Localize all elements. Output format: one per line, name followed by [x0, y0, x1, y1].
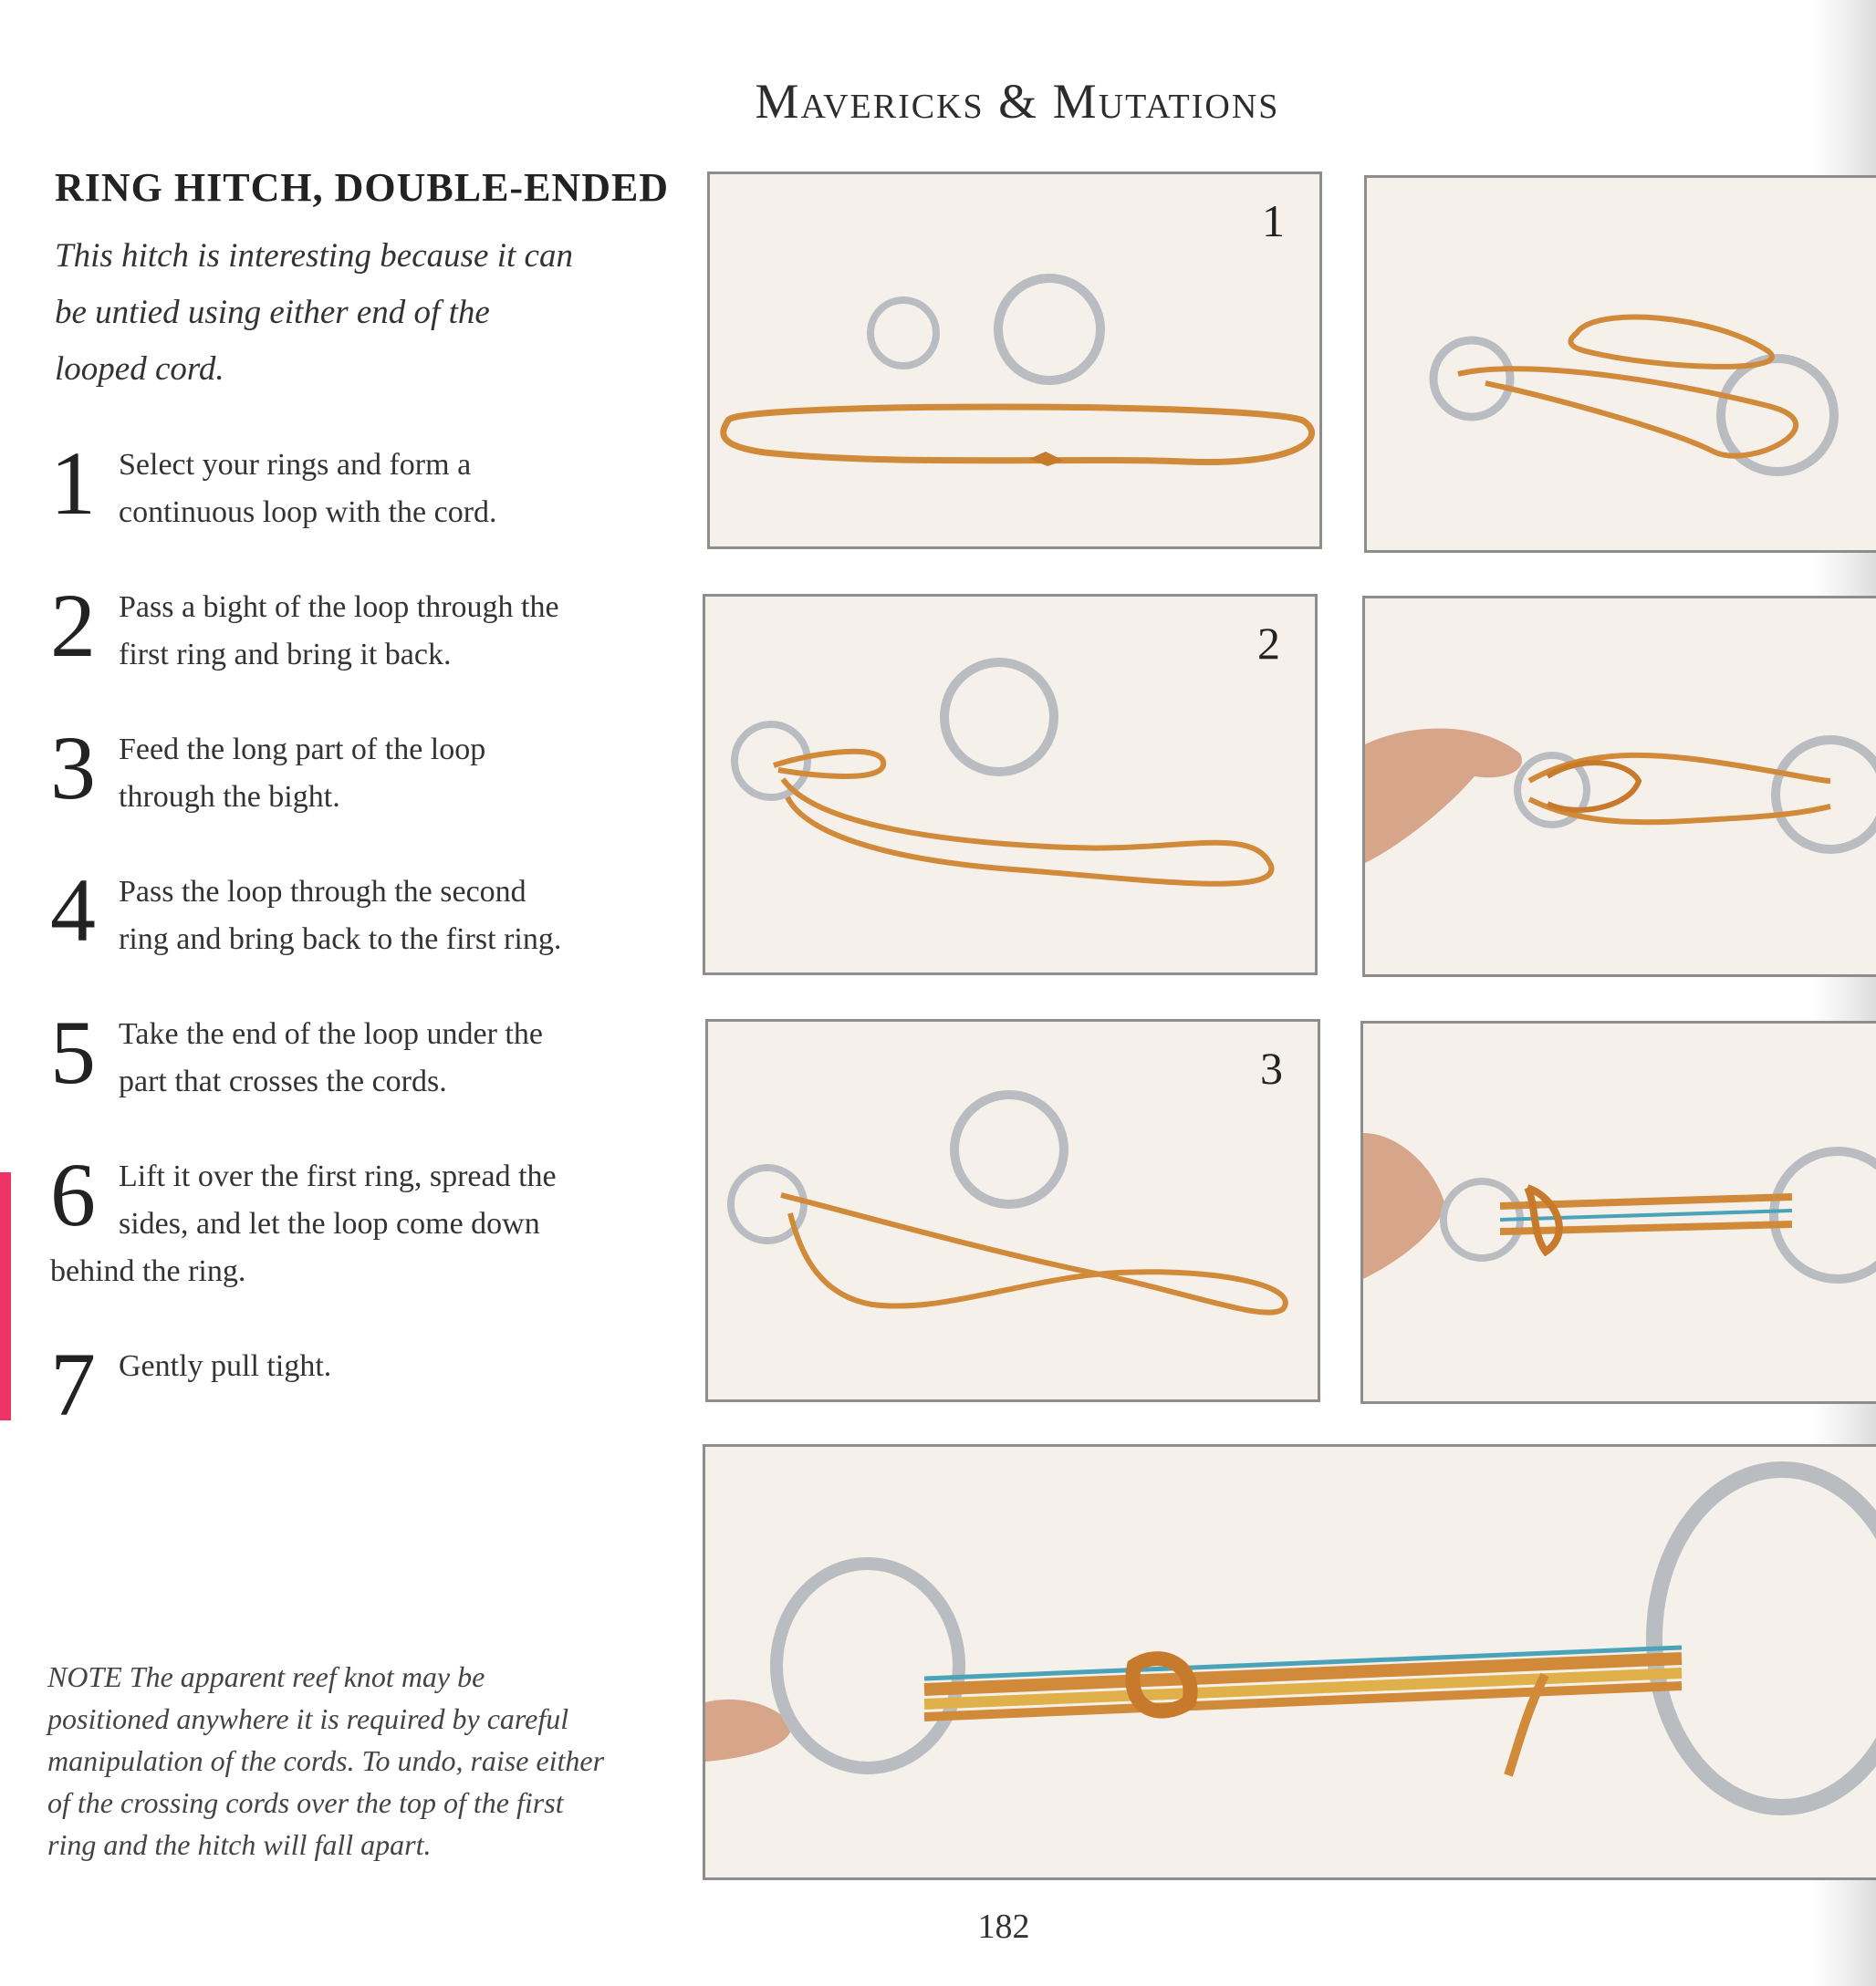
step-text-line: Take the end of the loop under the — [119, 1017, 543, 1051]
step-text-line: Pass the loop through the second — [119, 875, 526, 909]
step-number: 1 — [50, 432, 96, 534]
loop-through-second-ring-illustration — [708, 1022, 1318, 1399]
step-text-line: Feed the long part of the loop — [119, 733, 486, 766]
step-number: 6 — [50, 1144, 96, 1245]
hand-holding-hitch-illustration — [1365, 598, 1876, 974]
section-title: RING HITCH, DOUBLE-ENDED — [55, 165, 670, 210]
step-text — [119, 1153, 684, 1248]
intro-line: This hitch is interesting because it can — [55, 237, 573, 275]
hand-guiding-cords-illustration — [1363, 1024, 1876, 1401]
step-text-line: Pass a bight of the loop through the — [119, 590, 559, 624]
note-line: positioned anywhere it is required by careful — [47, 1702, 569, 1735]
step-number: 3 — [50, 717, 96, 818]
final-hitch-photo — [703, 1444, 1876, 1880]
step-photo-3 — [705, 1019, 1320, 1402]
finished-hitch-illustration — [705, 1447, 1876, 1877]
page-edge-tab — [0, 1172, 11, 1420]
step-number: 4 — [50, 859, 96, 961]
step-text — [119, 1011, 684, 1106]
step-photo-2b — [1362, 596, 1876, 977]
intro-line: looped cord. — [55, 350, 224, 388]
step-photo-3b — [1360, 1021, 1876, 1404]
intro-line: be untied using either end of the — [55, 294, 490, 331]
step-text-continuation: behind the ring. — [50, 1254, 246, 1288]
step-photo-1 — [707, 172, 1322, 549]
running-title: Mavericks & Mutations — [755, 74, 1280, 129]
step-text-line: through the bight. — [119, 780, 340, 814]
note-line: of the crossing cords over the top of the first — [47, 1786, 564, 1819]
step-text-line: Lift it over the first ring, spread the — [119, 1159, 557, 1193]
step-text-line: sides, and let the loop come down — [119, 1207, 540, 1241]
panel-number: 1 — [1262, 195, 1285, 246]
step-photo-2 — [703, 594, 1318, 975]
step-text — [119, 442, 684, 536]
page-number: 182 — [977, 1908, 1030, 1946]
step-text — [119, 584, 684, 679]
panel-number: 2 — [1257, 618, 1280, 669]
note-line: ring and the hitch will fall apart. — [47, 1828, 432, 1861]
note-text — [47, 1656, 668, 1866]
step-text-line: part that crosses the cords. — [119, 1065, 447, 1098]
section-intro — [55, 228, 693, 398]
step-text-line: Select your rings and form a — [119, 448, 472, 482]
step-text — [119, 1343, 684, 1390]
note-line: NOTE The apparent reef knot may be — [47, 1660, 485, 1693]
step-text — [119, 726, 684, 821]
step-number: 5 — [50, 1002, 96, 1103]
step-number: 7 — [50, 1334, 96, 1435]
rings-and-loop-illustration — [710, 174, 1319, 546]
step-photo-1b — [1364, 175, 1876, 553]
bight-through-ring-illustration — [1367, 178, 1876, 550]
step-text-line: continuous loop with the cord. — [119, 495, 497, 529]
step-text-line: ring and bring back to the first ring. — [119, 922, 562, 956]
loop-through-first-ring-illustration — [705, 597, 1315, 972]
panel-number: 3 — [1260, 1043, 1283, 1094]
step-text — [119, 868, 684, 963]
step-text-line: Gently pull tight. — [119, 1349, 332, 1383]
step-text-line: first ring and bring it back. — [119, 638, 452, 671]
note-line: manipulation of the cords. To undo, raise either — [47, 1744, 605, 1777]
step-number: 2 — [50, 575, 96, 676]
